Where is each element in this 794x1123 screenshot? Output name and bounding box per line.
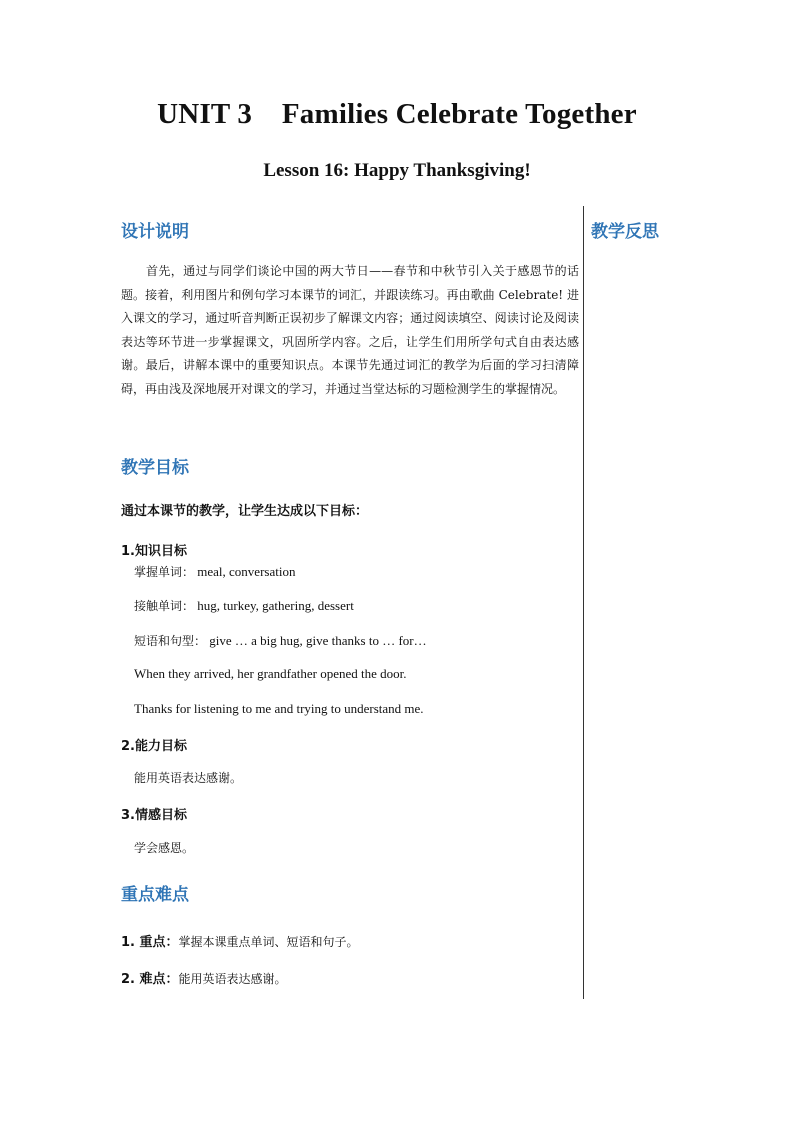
key-point-item <box>121 931 359 950</box>
design-paragraph: 首先，通过与同学们谈论中国的两大节日——春节和中秋节引入关于感恩节的话题。接着，利用图片和例句学习本课节的词汇，并跟读练习。再由歌曲 Celebrate! 进入课文的学习，通过听音判断正误初步了解课文内容；通过阅读填空、阅读讨论及阅读表达等环节进一步掌握课文，巩固所学内容。之后，让学生们用所学句式自由表达感谢。最后，讲解本课中的重要知识点。本课节先通过词汇的教学为后面的学习扫清障碍，再由浅及深地展开对课文的学习，并通过当堂达标的习题检测学生的掌握情况。 <box>121 264 579 396</box>
master-words-line <box>134 563 295 580</box>
objectives-heading: 教学目标 <box>121 458 189 478</box>
difficulty-text: 能用英语表达感谢。 <box>178 972 287 986</box>
difficulty-label: 2. 难点： <box>121 972 179 987</box>
phrases: give … a big hug, give thanks to … for… <box>209 633 427 648</box>
objectives-intro: 通过本课节的教学，让学生达成以下目标： <box>121 504 369 519</box>
key-points-heading: 重点难点 <box>121 885 189 905</box>
difficulty-item <box>121 968 287 987</box>
column-divider <box>583 206 584 999</box>
example-sentence-1: When they arrived, her grandfather opened the door. <box>134 666 407 681</box>
example-sentence-2: Thanks for listening to me and trying to understand me. <box>134 701 424 716</box>
master-words: meal, conversation <box>197 564 296 579</box>
key-point-text: 掌握本课重点单词、短语和句子。 <box>178 935 359 949</box>
contact-words-line <box>134 597 354 614</box>
key-point-label: 1. 重点： <box>121 935 179 950</box>
design-heading: 设计说明 <box>121 222 189 242</box>
lesson-title: Lesson 16: Happy Thanksgiving! <box>263 160 531 181</box>
contact-words: hug, turkey, gathering, dessert <box>197 598 354 613</box>
unit-title: UNIT 3 Families Celebrate Together <box>157 98 637 130</box>
emotion-goal-text: 学会感恩。 <box>134 841 195 855</box>
contact-words-label: 接触单词： <box>134 599 195 613</box>
master-words-label: 掌握单词： <box>134 565 195 579</box>
reflection-heading: 教学反思 <box>591 222 659 242</box>
emotion-goal-title: 3.情感目标 <box>121 808 187 823</box>
phrases-label: 短语和句型： <box>134 634 207 648</box>
phrases-line <box>134 632 427 649</box>
ability-goal-text: 能用英语表达感谢。 <box>134 771 243 785</box>
knowledge-goal-title: 1.知识目标 <box>121 544 187 559</box>
ability-goal-title: 2.能力目标 <box>121 739 187 754</box>
